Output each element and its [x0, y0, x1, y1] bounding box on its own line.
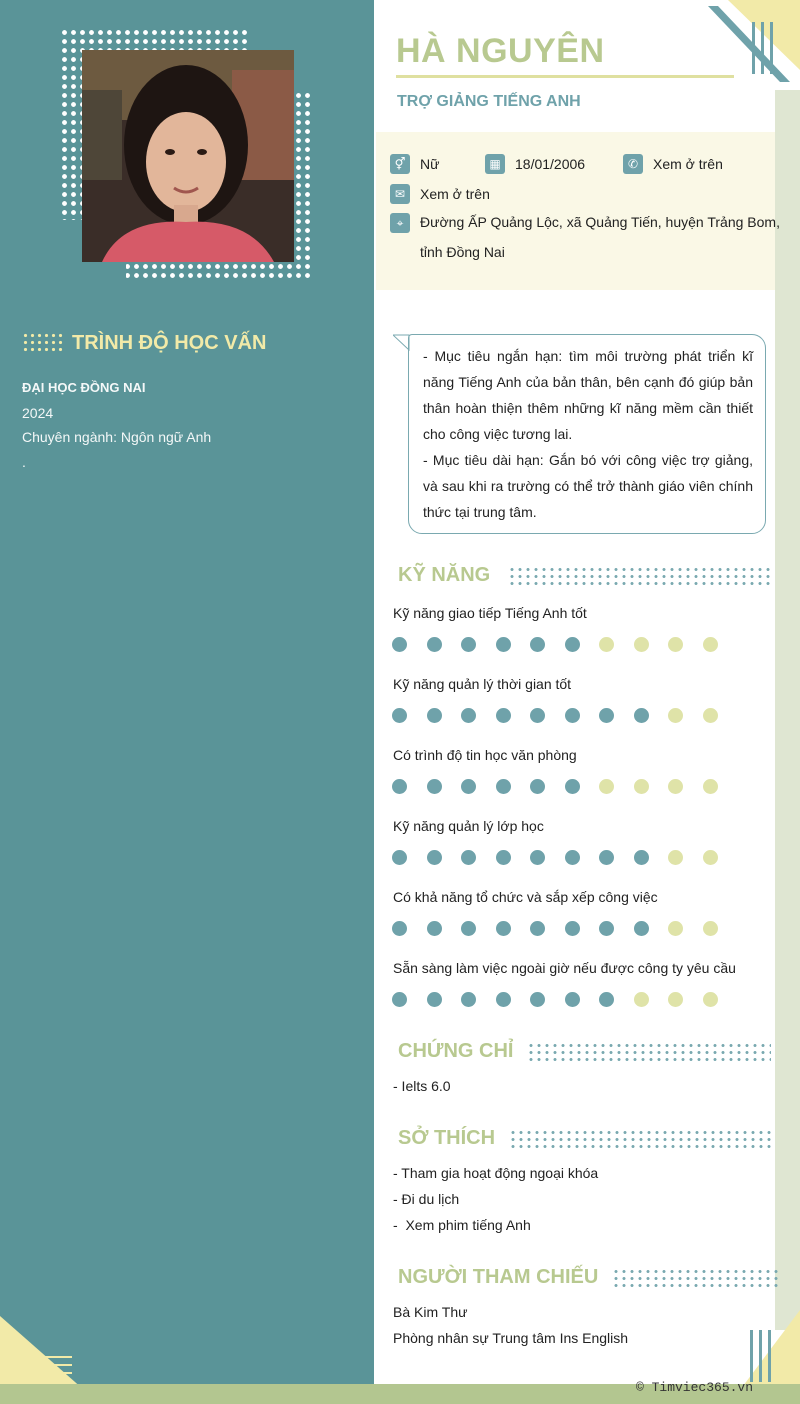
heading-dots: [509, 1129, 773, 1149]
profile-photo: [82, 50, 294, 262]
rating-dot: [668, 992, 683, 1007]
rating-dot: [668, 779, 683, 794]
heading-dots: [527, 1042, 771, 1062]
rating-dot: [703, 992, 718, 1007]
heading-dots: [612, 1268, 778, 1288]
rating-dot: [634, 850, 649, 865]
heading-dots: [22, 332, 64, 354]
rating-dot: [565, 637, 580, 652]
rating-dot: [668, 708, 683, 723]
rating-dot: [461, 992, 476, 1007]
reference-name: Bà Kim Thư: [393, 1304, 468, 1320]
school-name: ĐẠI HỌC ĐỒNG NAI: [22, 380, 146, 395]
rating-dot: [668, 921, 683, 936]
career-objective: [408, 334, 766, 534]
hobby-item: - Tham gia hoạt động ngoại khóa: [393, 1165, 599, 1181]
education-block: [22, 376, 352, 474]
skill-rating: [392, 921, 718, 936]
rating-dot: [427, 850, 442, 865]
rating-dot: [461, 637, 476, 652]
email-value: Xem ở trên: [420, 186, 490, 202]
rating-dot: [530, 992, 545, 1007]
skills-title: KỸ NĂNG: [398, 564, 491, 586]
address-block: [420, 207, 780, 267]
rating-dot: [634, 708, 649, 723]
rating-dot: [530, 921, 545, 936]
skill-rating: [392, 637, 718, 652]
hobbies-title: SỞ THÍCH: [398, 1127, 496, 1149]
rating-dot: [565, 992, 580, 1007]
rating-dot: [565, 850, 580, 865]
rating-dot: [530, 850, 545, 865]
skill-label: Kỹ năng quản lý lớp học: [393, 818, 544, 834]
objective-long-term: - Mục tiêu dài hạn: Gắn bó với công việc trợ giảng, và sau khi ra trường có thể trở thành giáo viên chính thức tại trung tâm.: [423, 452, 753, 520]
education-heading: [22, 330, 266, 356]
candidate-name: HÀ NGUYÊN: [396, 32, 605, 70]
job-title: TRỢ GIẢNG TIẾNG ANH: [397, 93, 581, 110]
corner-lines: [22, 1356, 72, 1380]
rating-dot: [496, 992, 511, 1007]
rating-dot: [461, 708, 476, 723]
certificates-title: CHỨNG CHỈ: [398, 1040, 514, 1062]
rating-dot: [496, 921, 511, 936]
skill-rating: [392, 708, 718, 723]
email-icon: ✉: [390, 184, 410, 204]
rating-dot: [599, 708, 614, 723]
rating-dot: [530, 708, 545, 723]
skill-rating: [392, 850, 718, 865]
skills-heading: [398, 564, 772, 587]
name-underline: [396, 75, 734, 78]
rating-dot: [392, 850, 407, 865]
certificate-item: - Ielts 6.0: [393, 1078, 451, 1094]
hobbies-heading: [398, 1127, 773, 1150]
rating-dot: [496, 779, 511, 794]
objective-short-term: - Mục tiêu ngắn hạn: tìm môi trường phát triển kĩ năng Tiếng Anh của bản thân, bên cạnh đó giúp bản thân hoàn thiện thêm những kĩ năng mềm cần thiết cho công việc tương lai.: [423, 348, 753, 442]
right-side-band: [775, 90, 800, 1330]
rating-dot: [427, 637, 442, 652]
rating-dot: [427, 708, 442, 723]
skill-label: Kỹ năng giao tiếp Tiếng Anh tốt: [393, 605, 587, 621]
birthday-row: [485, 154, 585, 174]
skill-label: Có trình độ tin học văn phòng: [393, 747, 577, 763]
rating-dot: [496, 850, 511, 865]
heading-dots: [508, 566, 772, 586]
references-title: NGƯỜI THAM CHIẾU: [398, 1266, 599, 1288]
skill-rating: [392, 779, 718, 794]
address-row: [390, 213, 780, 267]
hobby-item: - Đi du lịch: [393, 1191, 460, 1207]
rating-dot: [392, 921, 407, 936]
rating-dot: [392, 637, 407, 652]
calendar-icon: ▦: [485, 154, 505, 174]
rating-dot: [496, 637, 511, 652]
rating-dot: [599, 992, 614, 1007]
rating-dot: [599, 850, 614, 865]
education-year: 2024: [22, 404, 54, 421]
phone-icon: ✆: [623, 154, 643, 174]
education-note: .: [22, 453, 26, 470]
rating-dot: [565, 921, 580, 936]
phone-row: [623, 154, 723, 174]
rating-dot: [461, 850, 476, 865]
rating-dot: [634, 921, 649, 936]
skill-rating: [392, 992, 718, 1007]
watermark: © Timviec365.vn: [636, 1380, 754, 1395]
corner-lines: [750, 1330, 771, 1382]
address-line-2: tỉnh Đồng Nai: [420, 244, 505, 260]
rating-dot: [565, 779, 580, 794]
rating-dot: [392, 779, 407, 794]
rating-dot: [565, 708, 580, 723]
rating-dot: [496, 708, 511, 723]
rating-dot: [392, 708, 407, 723]
education-title: TRÌNH ĐỘ HỌC VẤN: [72, 331, 267, 354]
skill-label: Có khả năng tổ chức và sắp xếp công việc: [393, 889, 658, 905]
rating-dot: [530, 637, 545, 652]
phone-value: Xem ở trên: [653, 156, 723, 172]
rating-dot: [427, 779, 442, 794]
skill-label: Sẵn sàng làm việc ngoài giờ nếu được công ty yêu cầu: [393, 960, 736, 976]
birthday-value: 18/01/2006: [515, 156, 586, 172]
email-row: [390, 184, 490, 204]
rating-dot: [599, 637, 614, 652]
rating-dot: [634, 637, 649, 652]
rating-dot: [427, 921, 442, 936]
education-major: Chuyên ngành: Ngôn ngữ Anh: [22, 429, 212, 445]
rating-dot: [427, 992, 442, 1007]
rating-dot: [668, 637, 683, 652]
rating-dot: [703, 708, 718, 723]
skill-label: Kỹ năng quản lý thời gian tốt: [393, 676, 572, 692]
reference-org: Phòng nhân sự Trung tâm Ins English: [393, 1330, 629, 1346]
references-heading: [398, 1266, 778, 1289]
rating-dot: [703, 921, 718, 936]
rating-dot: [461, 779, 476, 794]
gender-value: Nữ: [420, 156, 440, 172]
rating-dot: [668, 850, 683, 865]
certificates-heading: [398, 1040, 771, 1063]
rating-dot: [703, 779, 718, 794]
rating-dot: [703, 850, 718, 865]
gender-icon: ⚥: [390, 154, 410, 174]
rating-dot: [461, 921, 476, 936]
rating-dot: [392, 992, 407, 1007]
rating-dot: [599, 921, 614, 936]
rating-dot: [530, 779, 545, 794]
location-icon: ⌖: [390, 213, 410, 233]
rating-dot: [703, 637, 718, 652]
hobby-item: - Xem phim tiếng Anh: [393, 1217, 531, 1233]
rating-dot: [634, 779, 649, 794]
rating-dot: [599, 779, 614, 794]
rating-dot: [634, 992, 649, 1007]
gender-row: [390, 154, 439, 174]
address-line-1: Đường ẤP Quảng Lộc, xã Quảng Tiến, huyện Trảng Bom,: [420, 214, 780, 230]
